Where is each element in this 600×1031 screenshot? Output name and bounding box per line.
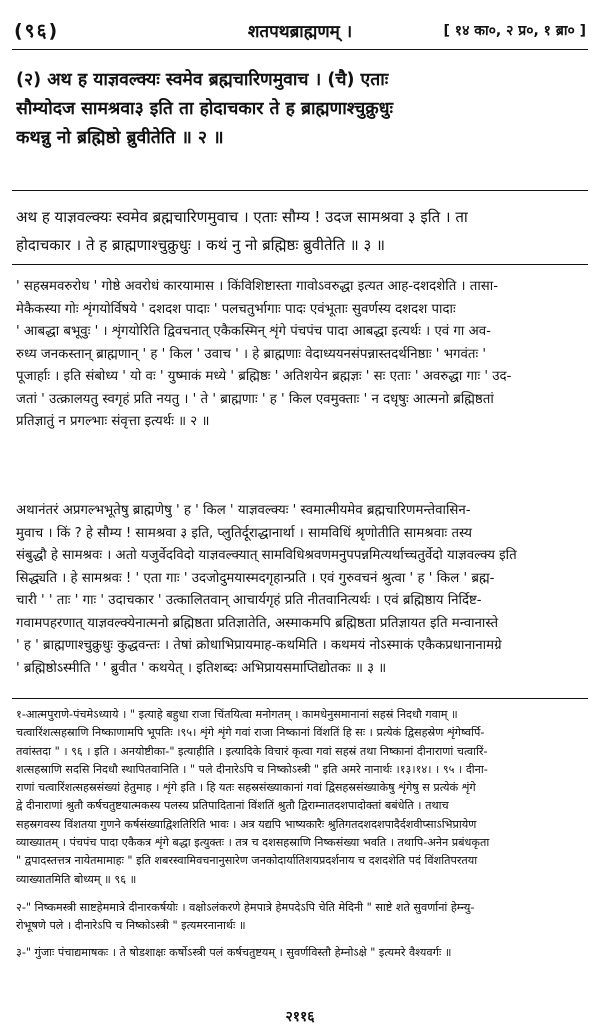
commentary-paragraph-1 <box>16 276 584 434</box>
commentary-line: ' ह ' ब्राह्मणाश्चुक्रुधुः कुद्धवन्तः । तेषां क्रोधाभिप्रायमाह-कथमिति । कथमयं नोऽस्माकं एकैकप्रधानानामग्रे <box>16 638 502 653</box>
mantra-rule <box>12 190 588 191</box>
commentary-line: रुध्य जनकस्तान् ब्राह्मणान् ' ह ' किल ' उवाच ' । हे ब्राह्मणाः वेदाध्ययनसंपन्नास्तदर्थनिष्ठाः ' भगवंतः ' <box>16 346 487 362</box>
running-header <box>14 16 586 44</box>
padapatha-line: अथ ह याज्ञवल्क्यः स्वमेव ब्रह्मचारिणमुवाच । एताः सौम्य ! उदज सामश्रवा ३ इति । ता <box>16 208 468 226</box>
page-number-left: (९६) <box>14 20 60 42</box>
commentary-line: ' ब्रह्मिष्ठोऽस्मीति ' ' ब्रुवीत ' कथयेत् । इतिशब्दः अभिप्रायसमाप्तिद्योतकः ॥ ३ ॥ <box>16 660 387 676</box>
mantra-text <box>16 66 584 153</box>
commentary-line: जतां ' उत्क्रालयतु स्वगृहं प्रति नयतु । ' ते ' ब्राह्मणाः ' ह ' किल एवमुक्ताः ' न दधृषुः आत्मनो ब्रह्मिष्ठतां <box>16 391 494 407</box>
footnote-line: तवांस्तदा " । ९६ । इति । अनयोष्टीका-" इत्याहीति । इत्यादिके विचारं कृत्वा गवां सहस्रं तथा निष्कानां दीनाराणां चत्वारिं- <box>16 744 488 758</box>
commentary-paragraph-2 <box>16 500 584 680</box>
section-reference: [ १४ का०, २ प्र०, १ ब्रा० ] <box>443 22 586 39</box>
footnote-line: व्याख्यातमिति बोध्यम् ॥ ९६ ॥ <box>16 872 137 886</box>
commentary-line: मुवाच । किं ? हे सौम्य ! सामश्रवा ३ इति, प्लुतिर्दूराद्धानार्था । सामविधिं श्रृणोतीति सामश्रवाः तस्य <box>16 525 472 541</box>
footnote-line: ३-" गुंजाः पंचाद्यमाषकः । ते षोडशाक्षः कर्षोऽस्त्री पलं कर्षचतुष्टयम् । सुवर्णविस्तौ हेम्नोऽक्षे " इत्यमरे वैश्यवर्गः ॥ <box>16 945 452 959</box>
footnote-line: शत्सहस्राणि सदसि निदधौ स्थापितवानिति । " पले दीनारेऽपि च निष्कोऽस्त्री " इति अमरे नानार्थः ।१३।१४। । ९५ । दीना- <box>16 762 488 776</box>
commentary-line: अथानंतरं अप्रगल्भभूतेषु ब्राह्मणेषु ' ह ' किल ' याज्ञवल्क्यः ' स्वमात्मीयमेव ब्रह्मचारिणमन्तेवासिन- <box>16 503 471 518</box>
commentary-line: पूजार्हाः । इति संबोध्य ' यो वः ' युष्माकं मध्ये ' ब्रह्मिष्ठः ' अतिशयेन ब्रह्मज्ञः ' सः एताः ' अवरुद्धा गाः ' उद- <box>16 369 512 384</box>
commentary-line: चारी ' ' ताः ' गाः ' उदाचकार ' उत्कालितवान् आचार्यगृहं प्रति नीतवानित्यर्थः । एवं ब्रह्मिष्ठाय निर्दिष्ट- <box>16 593 482 608</box>
header-rule <box>12 49 588 50</box>
footnote-line: राणां चत्वारिंशत्सहस्रसंख्यां हेतुमाह । शृंगे इति । हि यतः सहस्रसंख्याकानां गवां द्विसहस्रसंख्याकेषु शृंगेषु स प्रत्येकं शृंगे <box>16 781 476 795</box>
padapatha-text <box>16 203 584 259</box>
commentary-line: प्रतिज्ञातुं न प्रगल्भाः संवृत्ता इत्यर्थः ॥ २ ॥ <box>16 414 210 429</box>
commentary-line: ' आबद्धा बभूवुः ' । शृंगयोरिति द्विवचनात् एकैकस्मिन् शृंगे पंचपंच पादा आबद्धा इत्यर्थः । एवं गा अव- <box>16 324 491 339</box>
footnote-line: " द्वपादस्तत्तत्र नायेतमामाहः " इति शबरस्वामिवचनानुसारेण जनकोदार्यातिशयप्रदर्शनाय च दशदशेति पदं विंशतिपरतया <box>16 854 478 868</box>
footnote-rule <box>12 698 588 699</box>
footnote-line: चत्वारिंशत्सहस्राणि निष्काणामपि भूपतिः ।९५। शृंगे शृंगे गवां राजा निष्कानां विंशतिं हि सः । प्रत्येकं द्विसहस्रेण शृंगेष्वर्पि- <box>16 726 485 740</box>
commentary-line: गवामपहरणात् याज्ञवल्क्येनात्मनो ब्रह्मिष्ठता प्रतिज्ञातेति, अस्माकमपि ब्रह्मिष्ठता प्रतिज्ञायत इति मन्वानास्ते <box>16 615 499 631</box>
book-title: शतपथब्राह्मणम् । <box>247 21 353 42</box>
padapatha-rule <box>12 264 588 265</box>
commentary-line: मेकैकस्या गोः शृंगयोर्विषये ' दशदश पादाः ' पलचतुर्भागाः पादः एवंभूताः सुवर्णस्य दशदश पादाः <box>16 301 456 317</box>
footnote-line: सहस्रगवस्य विंशतया गुणने कर्षसंख्याद्विशतिरिति भावः । अत्र यद्यपि भाष्यकारैः श्रुतिगतदशदशपादैर्दशवीप्साऽभिप्रायेण <box>16 817 477 831</box>
commentary-line: संबुद्धौ हे सामश्रवः । अतो यजुर्वेदविदो याज्ञवल्क्यात् सामविधिश्रवणमनुपपन्नमित्यर्थाच्चतुर्वेदो याज्ञवल्क्य इति <box>16 548 517 563</box>
mantra-line: (२) अथ ह याज्ञवल्क्यः स्वमेव ब्रह्मचारिणमुवाच । (चै) एताः <box>16 70 389 90</box>
commentary-line: ' सहस्रमवरुरोध ' गोष्ठे अवरोधं कारयामास । किंविशिष्टास्ता गावोऽवरुद्धा इत्यत आह-दशदशेति । तासा- <box>16 279 499 294</box>
footnotes <box>16 706 584 962</box>
page-number-bottom: २११६ <box>285 1009 315 1025</box>
footnote-line: १-आत्मपुराणे-पंचमेऽध्याये । " इत्याहे बहुधा राजा चिंतयित्वा मनोगतम् । कामधेनुसमानानां सहस्रं निदधौ गवाम् ॥ <box>16 708 458 721</box>
footnote-line: द्वे दीनाराणां श्रुतौ कर्षचतुष्टयात्मकस्य पलस्य प्रतिपादितानां विंशतिं श्रुतौ द्विराम्नातदशपादोक्तां बबंधेति । तथाच <box>16 799 449 813</box>
commentary-line: सिद्ध्यति । हे सामश्रवः ! ' एता गाः ' उदजोदुमयास्मदगृहान्प्रति । एवं गुरुवचनं श्रुत्वा ' ह ' किल ' ब्रह्म- <box>16 570 495 586</box>
padapatha-line: होदाचकार । ते ह ब्राह्मणाश्चुक्रुधुः । कथं नु नो ब्रह्मिष्ठः ब्रुवीतेति ॥ ३ ॥ <box>16 236 386 254</box>
mantra-line: सौम्योदज सामश्रवा३ इति ता होदाचकार ते ह ब्राह्मणाश्चुक्रुधुः <box>16 99 394 119</box>
footnote-line: व्याख्यातम् । पंचपंच पादा एकैकत्र शृंगे बद्धा इत्युक्तः । तत्र च दशसहस्राणि निष्कसंख्या भवति । तथापि-अनेन प्रबंधकृता <box>16 836 490 850</box>
mantra-line: कथन्नु नो ब्रह्मिष्ठो ब्रुवीतेति ॥ २ ॥ <box>16 128 224 148</box>
footnote-line: रोभूषणे पले । दीनारेऽपि च निष्कोऽस्त्री " इत्यमरनानार्थः ॥ <box>16 919 246 933</box>
footnote-line: २-" निष्कमस्त्री साष्टहेममात्रे दीनारकर्षयोः । वक्षोऽलंकरणे हेमपात्रे हेमपदेऽपि चेति मेदिनी " साष्टे शते सुवर्णानां हेम्न्यु- <box>16 900 475 914</box>
